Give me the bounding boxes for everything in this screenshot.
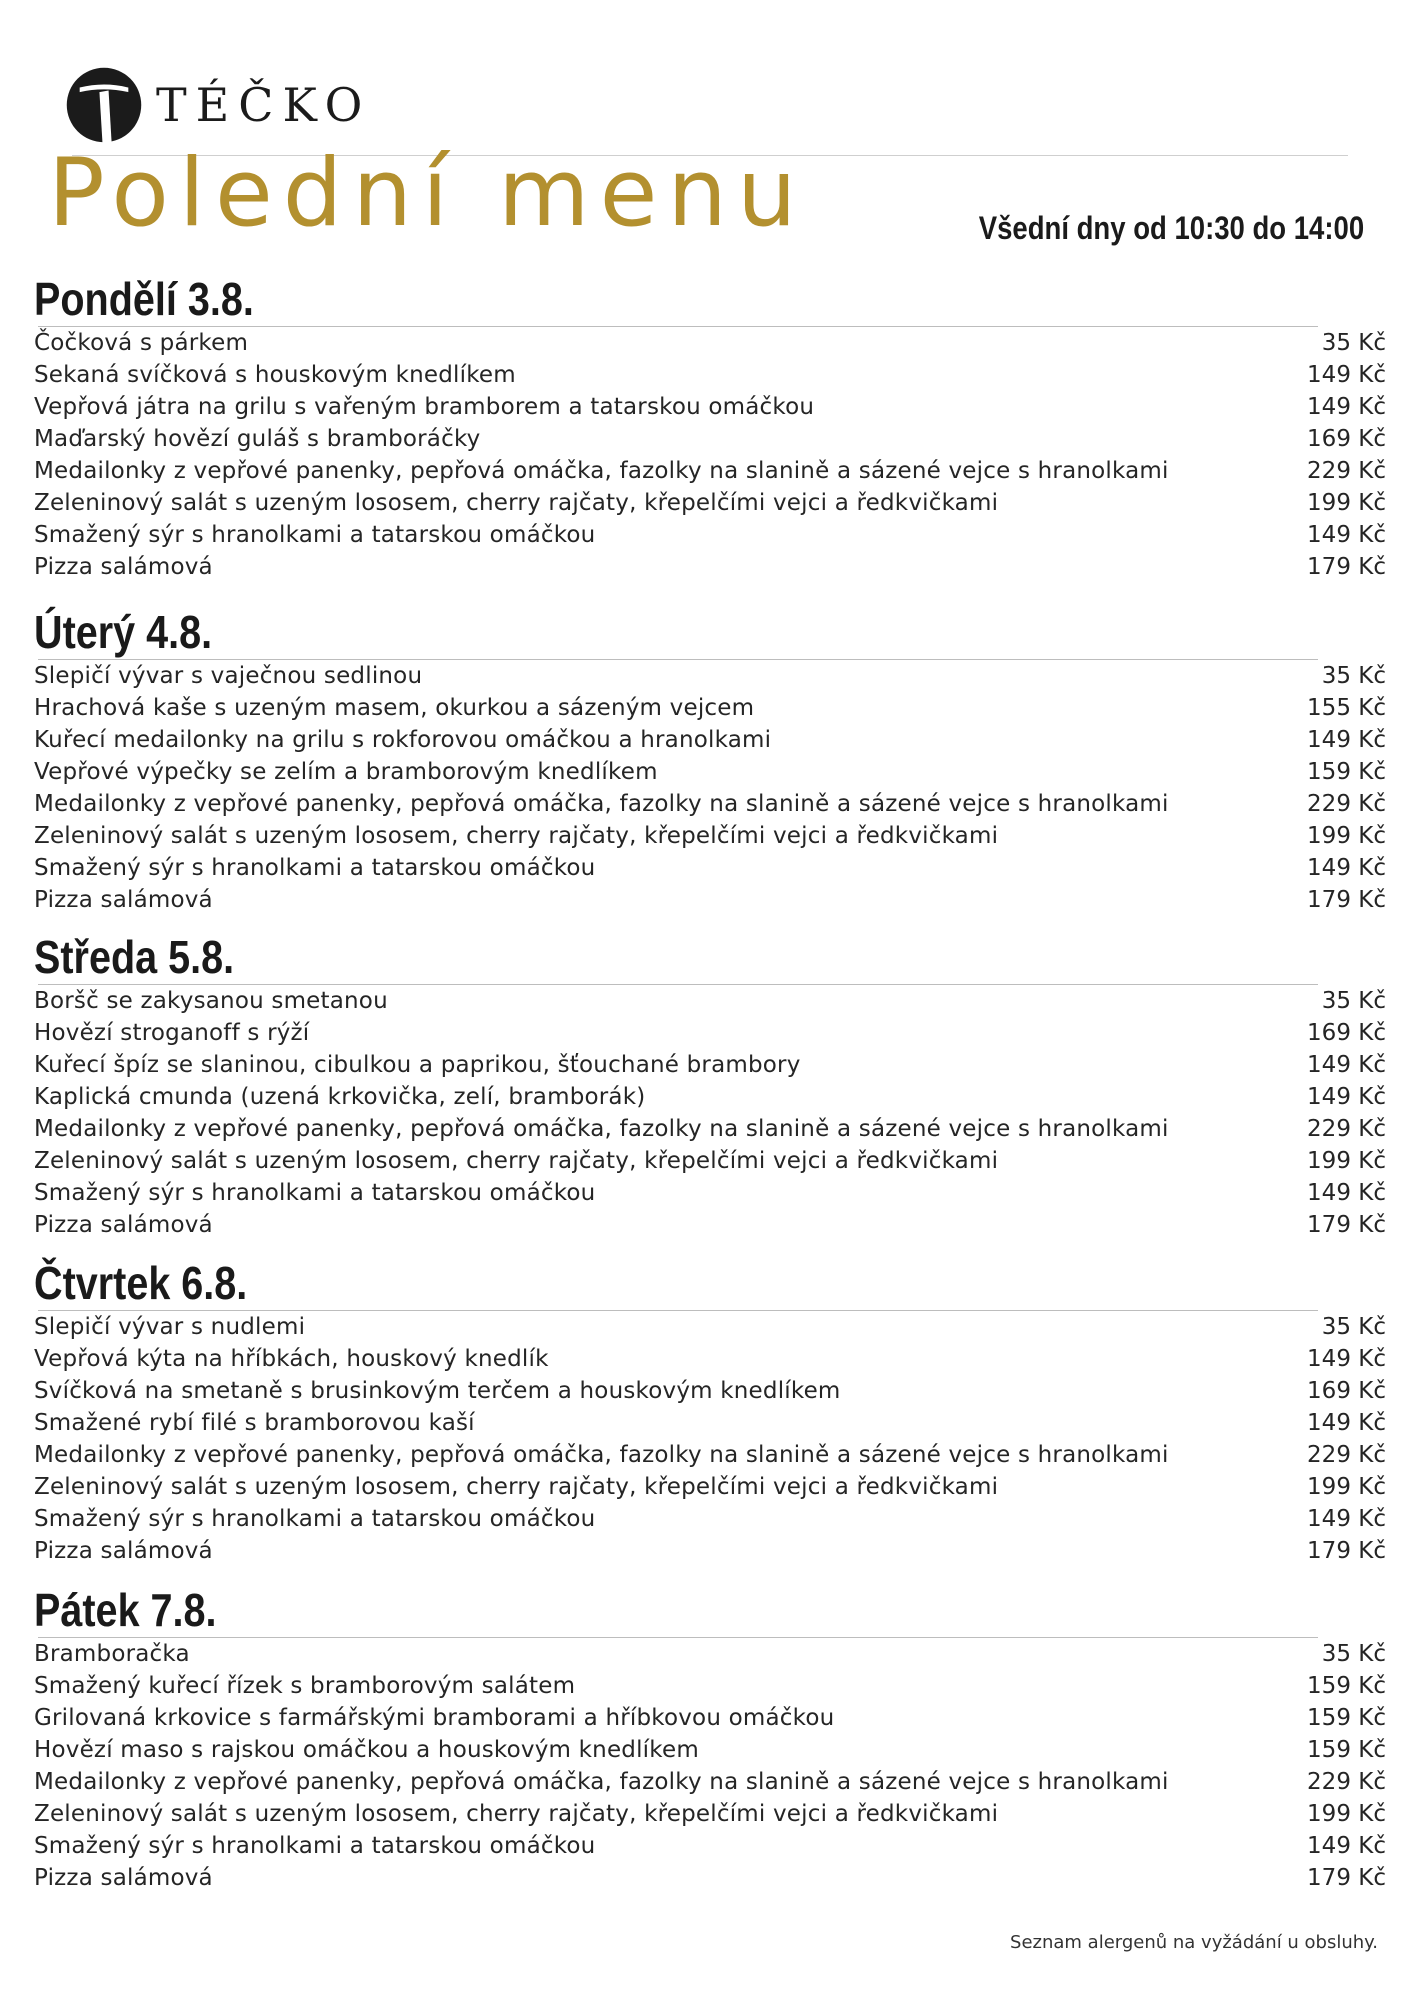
item-price: 169 Kč [1307, 1378, 1386, 1404]
logo-t-icon [66, 67, 142, 143]
item-name: Zeleninový salát s uzeným lososem, cherry rajčaty, křepelčími vejci a ředkvičkami [34, 823, 999, 849]
item-name: Smažený sýr s hranolkami a tatarskou omáčkou [34, 855, 596, 881]
item-price: 229 Kč [1307, 791, 1386, 817]
item-price: 179 Kč [1307, 1865, 1386, 1891]
item-price: 229 Kč [1307, 1442, 1386, 1468]
item-price: 169 Kč [1307, 1020, 1386, 1046]
item-name: Smažený sýr s hranolkami a tatarskou omáčkou [34, 1833, 596, 1859]
item-name: Medailonky z vepřové panenky, pepřová omáčka, fazolky na slanině a sázené vejce s hranolkami [34, 1769, 1169, 1795]
menu-item [34, 519, 1386, 551]
menu-item [34, 1798, 1386, 1830]
item-name: Smažený kuřecí řízek s bramborovým salátem [34, 1673, 576, 1699]
menu-item [34, 359, 1386, 391]
menu-item [34, 1343, 1386, 1375]
menu-list [34, 1638, 1386, 1894]
item-name: Zeleninový salát s uzeným lososem, cherry rajčaty, křepelčími vejci a ředkvičkami [34, 1148, 999, 1174]
item-price: 159 Kč [1307, 1737, 1386, 1763]
day-title: Úterý 4.8. [34, 606, 213, 658]
item-name: Medailonky z vepřové panenky, pepřová omáčka, fazolky na slanině a sázené vejce s hranolkami [34, 791, 1169, 817]
item-name: Svíčková na smetaně s brusinkovým terčem a houskovým knedlíkem [34, 1378, 841, 1404]
item-name: Pizza salámová [34, 1538, 213, 1564]
item-name: Hovězí stroganoff s rýží [34, 1020, 310, 1046]
item-name: Hrachová kaše s uzeným masem, okurkou a sázeným vejcem [34, 695, 755, 721]
item-price: 199 Kč [1307, 1148, 1386, 1174]
item-price: 149 Kč [1307, 1410, 1386, 1436]
menu-item [34, 391, 1386, 423]
item-price: 149 Kč [1307, 1084, 1386, 1110]
item-name: Boršč se zakysanou smetanou [34, 988, 388, 1014]
menu-item [34, 1407, 1386, 1439]
menu-item [34, 1862, 1386, 1894]
item-price: 149 Kč [1307, 1506, 1386, 1532]
item-price: 149 Kč [1307, 1180, 1386, 1206]
day-title: Čtvrtek 6.8. [34, 1257, 248, 1309]
item-price: 149 Kč [1307, 1052, 1386, 1078]
item-name: Zeleninový salát s uzeným lososem, cherry rajčaty, křepelčími vejci a ředkvičkami [34, 1474, 999, 1500]
menu-item [34, 1830, 1386, 1862]
item-name: Medailonky z vepřové panenky, pepřová omáčka, fazolky na slanině a sázené vejce s hranolkami [34, 1116, 1169, 1142]
item-name: Pizza salámová [34, 554, 213, 580]
item-name: Medailonky z vepřové panenky, pepřová omáčka, fazolky na slanině a sázené vejce s hranolkami [34, 458, 1169, 484]
item-price: 155 Kč [1307, 695, 1386, 721]
menu-item [34, 1145, 1386, 1177]
item-price: 169 Kč [1307, 426, 1386, 452]
day-section-tuesday [34, 605, 1386, 916]
item-name: Vepřová kýta na hříbkách, houskový knedlík [34, 1346, 549, 1372]
item-name: Zeleninový salát s uzeným lososem, cherry rajčaty, křepelčími vejci a ředkvičkami [34, 1801, 999, 1827]
menu-item [34, 820, 1386, 852]
day-section-monday [34, 272, 1386, 583]
item-name: Smažený sýr s hranolkami a tatarskou omáčkou [34, 522, 596, 548]
menu-item [34, 1503, 1386, 1535]
page-title: Polední menu [48, 139, 807, 248]
item-name: Pizza salámová [34, 1212, 213, 1238]
item-name: Pizza salámová [34, 1865, 213, 1891]
item-price: 149 Kč [1307, 1346, 1386, 1372]
menu-item [34, 1702, 1386, 1734]
menu-item [34, 1209, 1386, 1241]
menu-item [34, 551, 1386, 583]
menu-item [34, 455, 1386, 487]
menu-item [34, 1049, 1386, 1081]
item-name: Smažený sýr s hranolkami a tatarskou omáčkou [34, 1506, 596, 1532]
item-name: Čočková s párkem [34, 330, 249, 356]
item-name: Pizza salámová [34, 887, 213, 913]
item-price: 149 Kč [1307, 855, 1386, 881]
item-price: 179 Kč [1307, 554, 1386, 580]
item-name: Maďarský hovězí guláš s bramboráčky [34, 426, 481, 452]
item-price: 35 Kč [1321, 1641, 1386, 1667]
item-name: Bramboračka [34, 1641, 190, 1667]
item-name: Kaplická cmunda (uzená krkovička, zelí, bramborák) [34, 1084, 646, 1110]
item-price: 149 Kč [1307, 522, 1386, 548]
day-section-friday [34, 1583, 1386, 1894]
item-price: 159 Kč [1307, 1673, 1386, 1699]
item-name: Slepičí vývar s vaječnou sedlinou [34, 663, 423, 689]
menu-item [34, 1638, 1386, 1670]
menu-list [34, 660, 1386, 916]
item-name: Sekaná svíčková s houskovým knedlíkem [34, 362, 516, 388]
menu-item [34, 1535, 1386, 1567]
item-name: Hovězí maso s rajskou omáčkou a houskovým knedlíkem [34, 1737, 699, 1763]
item-price: 149 Kč [1307, 362, 1386, 388]
menu-item [34, 660, 1386, 692]
item-name: Smažený sýr s hranolkami a tatarskou omáčkou [34, 1180, 596, 1206]
day-title: Pátek 7.8. [34, 1584, 217, 1636]
menu-item [34, 724, 1386, 756]
item-price: 179 Kč [1307, 887, 1386, 913]
day-section-wednesday [34, 930, 1386, 1241]
menu-item [34, 1670, 1386, 1702]
item-name: Smažené rybí filé s bramborovou kaší [34, 1410, 475, 1436]
logo-text: TÉČKO [156, 78, 372, 132]
item-price: 229 Kč [1307, 1116, 1386, 1142]
item-price: 199 Kč [1307, 1474, 1386, 1500]
item-price: 149 Kč [1307, 394, 1386, 420]
item-price: 199 Kč [1307, 1801, 1386, 1827]
item-name: Medailonky z vepřové panenky, pepřová omáčka, fazolky na slanině a sázené vejce s hranolkami [34, 1442, 1169, 1468]
menu-item [34, 1017, 1386, 1049]
item-price: 35 Kč [1321, 663, 1386, 689]
menu-item [34, 1311, 1386, 1343]
logo [66, 66, 371, 144]
menu-item [34, 692, 1386, 724]
menu-list [34, 327, 1386, 583]
item-price: 35 Kč [1321, 1314, 1386, 1340]
menu-list [34, 1311, 1386, 1567]
item-price: 35 Kč [1321, 988, 1386, 1014]
item-price: 199 Kč [1307, 490, 1386, 516]
item-price: 179 Kč [1307, 1212, 1386, 1238]
menu-item [34, 1766, 1386, 1798]
item-price: 199 Kč [1307, 823, 1386, 849]
menu-item [34, 852, 1386, 884]
item-name: Zeleninový salát s uzeným lososem, cherry rajčaty, křepelčími vejci a ředkvičkami [34, 490, 999, 516]
menu-item [34, 788, 1386, 820]
item-name: Vepřová játra na grilu s vařeným bramborem a tatarskou omáčkou [34, 394, 815, 420]
item-price: 179 Kč [1307, 1538, 1386, 1564]
menu-item [34, 423, 1386, 455]
menu-item [34, 1375, 1386, 1407]
item-price: 159 Kč [1307, 1705, 1386, 1731]
menu-item [34, 1471, 1386, 1503]
day-title: Středa 5.8. [34, 931, 235, 983]
item-name: Slepičí vývar s nudlemi [34, 1314, 306, 1340]
item-name: Kuřecí špíz se slaninou, cibulkou a paprikou, šťouchané brambory [34, 1052, 801, 1078]
item-price: 229 Kč [1307, 1769, 1386, 1795]
menu-item [34, 1177, 1386, 1209]
item-price: 35 Kč [1321, 330, 1386, 356]
menu-item [34, 1439, 1386, 1471]
menu-item [34, 487, 1386, 519]
menu-item [34, 884, 1386, 916]
item-price: 149 Kč [1307, 727, 1386, 753]
day-section-thursday [34, 1256, 1386, 1567]
item-name: Vepřové výpečky se zelím a bramborovým knedlíkem [34, 759, 658, 785]
item-price: 229 Kč [1307, 458, 1386, 484]
allergen-note: Seznam alergenů na vyžádání u obsluhy. [1010, 1932, 1378, 1953]
menu-item [34, 1734, 1386, 1766]
menu-item [34, 756, 1386, 788]
menu-item [34, 327, 1386, 359]
day-title: Pondělí 3.8. [34, 273, 254, 325]
item-name: Kuřecí medailonky na grilu s rokforovou omáčkou a hranolkami [34, 727, 772, 753]
item-price: 149 Kč [1307, 1833, 1386, 1859]
item-price: 159 Kč [1307, 759, 1386, 785]
menu-item [34, 1081, 1386, 1113]
menu-list [34, 985, 1386, 1241]
menu-item [34, 985, 1386, 1017]
opening-hours: Všední dny od 10:30 do 14:00 [978, 210, 1364, 246]
item-name: Grilovaná krkovice s farmářskými bramborami a hříbkovou omáčkou [34, 1705, 835, 1731]
menu-item [34, 1113, 1386, 1145]
